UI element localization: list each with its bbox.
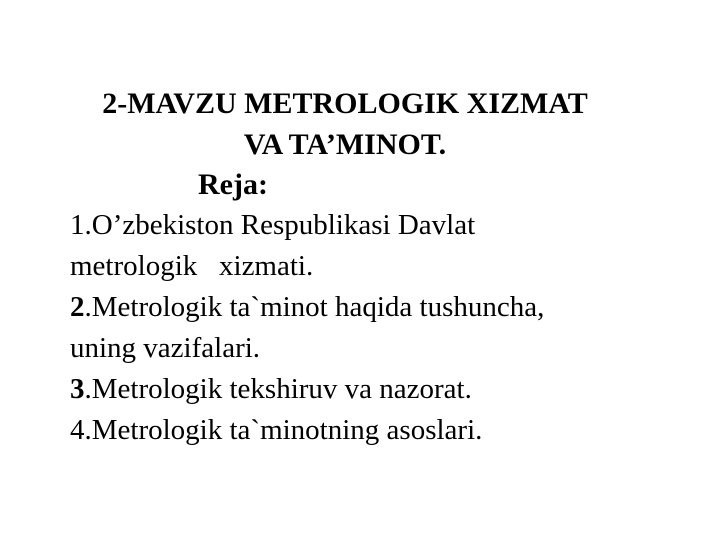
plan-item-2 — [70, 287, 710, 328]
plan-item-2-text: .Metrologik ta`minot haqida tushuncha, — [84, 291, 545, 323]
plan-item-1 — [70, 205, 710, 246]
plan-item-3-number: 3 — [70, 373, 85, 405]
plan-list — [70, 205, 710, 451]
plan-item-1-text: .O’zbekiston Respublikasi Davlat — [84, 209, 476, 241]
slide-title-line1: 2-MAVZU METROLOGIK XIZMAT — [102, 87, 588, 120]
plan-item-2-continued: uning vazifalari. — [70, 332, 261, 364]
plan-item-4-number: 4 — [70, 414, 85, 446]
plan-item-4-text: .Metrologik ta`minotning asoslari. — [84, 414, 483, 446]
plan-heading: Reja: — [198, 168, 268, 201]
plan-item-3 — [70, 369, 710, 410]
plan-item-1-number: 1 — [70, 209, 85, 241]
plan-item-1-continued: metrologik xizmati. — [70, 250, 314, 282]
plan-item-4 — [70, 410, 710, 451]
plan-item-3-text: .Metrologik tekshiruv va nazorat. — [84, 373, 472, 405]
plan-item-2-number: 2 — [70, 291, 85, 323]
slide-title-line2: VA TA’MINOT. — [243, 128, 447, 161]
